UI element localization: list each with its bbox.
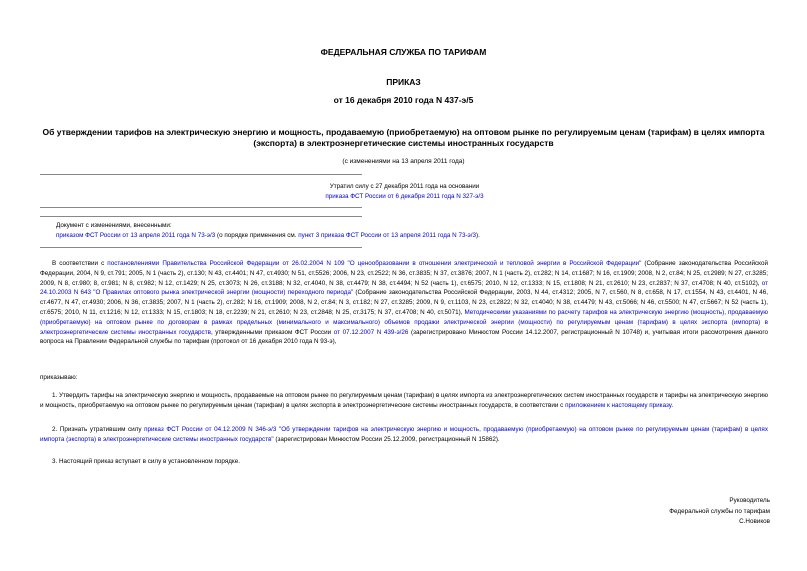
item-2: 2. Признать утратившим силу приказ ФСТ России от 04.12.2009 N 346-э/3 "Об утверждении тарифов на электрическую энергию и мощность, продаваемую (приобретаемую) на оптовом рынке по регулируемым ценам (тарифам) в целях импорта (экспорта) в электроэнергетические системы иностранных государств" (зарегистрирован Минюстом России 25.12.2009, регистрационный N 15862). [40, 426, 768, 443]
preamble-paragraph: В соответствии с постановлениями Правительства Российской Федерации от 26.02.2004 N 109 "О ценообразовании в отношении электрической и тепловой энергии в Российской Федерации" (Собрание законодательства Российской Федерации, 2004, N 9, ст.791; 2005, N 1 (часть 2), ст.130; N 43, ст.4401; N 47, ст.4930; N 51, ст.5526; 2006, N 23, ст.2522; N 36, ст.3835; N 37, ст.3876; 2007, N 1 (часть 2), ст.282; N 14, ст.1687; N 16, ст.1909; 2008, N 2, ст.84; N 25, ст.2989; N 27, ст.3285; 2009, N 8, ст.980; 8, ст.981; N 8, ст.982; N 12, ст.1429; N 25, ст.3073; N 26, ст.3188; N 32, ст.4040, N 38, ст.4479; N 38, ст.4494; N 52 (часть 1), ст.6575; 2010, N 12, ст.1333; N 15, ст.1808; N 21, ст.2610; N 23, ст.2837; N 37, ст.4708; N 40, ст.5102), от 24.10.2003 N 643 "О Правилах оптового рынка электрической энергии (мощности) переходного периода" (Собрание законодательства Российской Федерации, 2003, N 44, ст.4312; 2005, N 7, ст.560, N 8, ст.658, N 17, ст.1554, N 43, ст.4401, N 46, ст.4677, N 47, ст.4930; 2006, N 36, ст.3835; 2007, N 1 (часть 2), ст.282; N 16, ст.1909; 2008, N 2, ст.84; N 3, ст.182; N 27, ст.3285; 2009, N 9, ст.1103, N 23, ст.2822; N 32, ст.4040; N 38, ст.4479; N 43, ст.5066; N 46, ст.5500; N 47, ст.5667; N 52 (часть 1), ст.6575; 2010, N 11, ст.1216; N 12, ст.1333; N 15, ст.1803; N 18, ст.2239; N 21, ст.2610; N 23, ст.2848; N 25, ст.3175; N 37, ст.4708; N 40, ст.5071), Методическими указаниями по расчету тарифов на электрическую энергию (мощность), продаваемую (приобретаемую) на оптовом рынке по договорам в рамках предельных (минимального и максимального) объемов продажи электрической энергии (мощности) по регулируемым ценам (тарифам) в целях экспорта (импорта) в электроэнергетические системы иностранных государств, утвержденными приказом ФСТ России от 07.12.2007 N 439-э/26 (зарегистрировано Минюстом России 14.12.2007, регистрационный N 10748) и, учитывая итоги рассмотрения данного вопроса на Правлении Федеральной службы по тарифам (протокол от 16 декабря 2010 года N 93-э), [40, 260, 769, 346]
divider [40, 207, 362, 208]
item-2-order-link[interactable]: приказ ФСТ России от 04.12.2009 N 346-э/3 "Об утверждении тарифов на электрическую энергию и мощность, продаваемую (приобретаемую) на оптовом рынке по регулируемым ценам (тарифам) в целях импорта (экспорта) в электроэнергетические системы иностранных государств" [40, 426, 768, 443]
preamble-link-order-439[interactable]: от 07.12.2007 N 439-э/26 [333, 328, 409, 336]
document-type: ПРИКАЗ [386, 77, 421, 87]
divider [40, 174, 362, 175]
item-1-appendix-link[interactable]: приложением к настоящему приказу [565, 401, 672, 409]
signature-name: С.Новиков [739, 518, 770, 525]
order-word: приказываю: [40, 374, 78, 381]
lost-force-note [250, 182, 559, 202]
document-title: Об утверждении тарифов на электрическую энергию и мощность, продаваемую (приобретаемую) на оптовом рынке по регулируемым ценам (тарифам) в целях импорта (экспорта) в электроэнергетические системы иностранных государств [42, 127, 765, 148]
preamble-link-decree-109[interactable]: постановлениями Правительства Российской Федерации от 26.02.2004 N 109 "О ценообразовании в отношении электрической и тепловой энергии в Российской Федерации" [107, 260, 642, 267]
divider [40, 216, 362, 217]
lost-force-link[interactable]: приказа ФСТ России от 6 декабря 2011 года N 327-э/3 [325, 193, 484, 200]
signature-block [600, 496, 770, 528]
divider [40, 247, 362, 248]
changes-label: Документ с изменениями, внесенными: [56, 222, 172, 229]
signature-position: Руководитель [729, 497, 770, 504]
lost-force-text: Утратил силу с 27 декабря 2011 года на основании [329, 183, 480, 190]
preamble-link-decree-643[interactable]: от 24.10.2003 N 643 "О Правилах оптового рынка электрической энергии (мощности) переходного периода" [40, 279, 768, 297]
amendment-note: (с изменениями на 13 апреля 2011 года) [342, 158, 465, 165]
agency-heading: ФЕДЕРАЛЬНАЯ СЛУЖБА ПО ТАРИФАМ [320, 47, 487, 57]
changes-link-clause[interactable]: пункт 3 приказа ФСТ России от 13 апреля 2011 года N 73-э/3 [298, 232, 477, 239]
changes-link-order[interactable]: приказом ФСТ России от 13 апреля 2011 года N 73-э/3 [56, 232, 216, 239]
preamble-link-methodology[interactable]: Методическими указаниями по расчету тарифов на электрическую энергию (мощность), продаваемую (приобретаемую) на оптовом рынке по договорам в рамках предельных (минимального и максимального) объемов продажи электрической энергии (мощности) по регулируемым ценам (тарифам) в целях экспорта (импорта) в электроэнергетические системы иностранных государств [40, 308, 768, 336]
item-3: 3. Настоящий приказ вступает в силу в установленном порядке. [52, 458, 241, 465]
signature-agency: Федеральной службы по тарифам [669, 507, 770, 515]
document-date-number: от 16 декабря 2010 года N 437-э/5 [333, 95, 474, 105]
item-1: 1. Утвердить тарифы на электрическую энергию и мощность, продаваемые на оптовом рынке по регулируемым ценам (тарифам) в целях импорта из электроэнергетических систем иностранных государств и тарифы на электрическую энергию и мощность, приобретаемую на оптовом рынке по регулируемым ценам (тарифам) в целях экспорта в электроэнергетические системы иностранных государств, в соответствии с приложением к настоящему приказу. [40, 392, 768, 409]
changes-note: Документ с изменениями, внесенными: приказом ФСТ России от 13 апреля 2011 года N 73-э/3 (о порядке применения см. пункт 3 приказа ФСТ России от 13 апреля 2011 года N 73-э/3). [56, 221, 756, 241]
